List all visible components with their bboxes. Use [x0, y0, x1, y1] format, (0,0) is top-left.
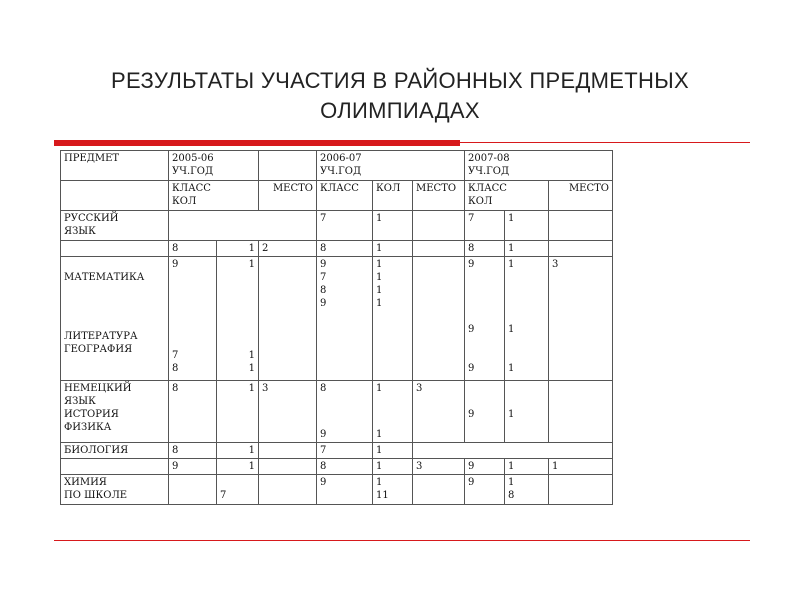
- cell: 8 9: [317, 381, 373, 443]
- cell: 1: [505, 211, 549, 241]
- cell: 8: [317, 459, 373, 475]
- header-subject-blank: [61, 181, 169, 211]
- cell: [413, 241, 465, 257]
- cell: 7: [317, 211, 373, 241]
- table-row-chemistry-total: [61, 475, 613, 505]
- cell: [61, 241, 169, 257]
- cell: 9 9 9: [465, 257, 505, 381]
- cell: 1: [549, 459, 613, 475]
- cell: [61, 459, 169, 475]
- cell: 8: [465, 241, 505, 257]
- cell: 1: [217, 241, 259, 257]
- cell: 9: [465, 459, 505, 475]
- empty-cell: [169, 211, 317, 241]
- cell: [413, 257, 465, 381]
- header-class-2: КЛАСС: [317, 181, 373, 211]
- table-row-unnamed: [61, 459, 613, 475]
- cell: [413, 211, 465, 241]
- cell: 8: [169, 381, 217, 443]
- cell: 1 1 1: [217, 257, 259, 381]
- cell: 2: [259, 241, 317, 257]
- header-year-1: 2005-06 УЧ.ГОД: [169, 151, 259, 181]
- cell: [169, 475, 217, 505]
- cell: 3: [549, 257, 613, 381]
- cell: [259, 459, 317, 475]
- cell: 1: [373, 211, 413, 241]
- cell: [413, 443, 613, 459]
- top-red-bar: [54, 140, 460, 146]
- slide-title-line-2: ОЛИМПИАДАХ: [320, 98, 480, 123]
- results-table: [60, 150, 613, 505]
- cell: 3: [413, 381, 465, 443]
- cell: 9: [317, 475, 373, 505]
- cell: [549, 475, 613, 505]
- cell: 3: [413, 459, 465, 475]
- table-row-biology: [61, 443, 613, 459]
- cell: 9 7 8 9: [317, 257, 373, 381]
- cell: 1 11: [373, 475, 413, 505]
- cell: 1 1 1: [505, 257, 549, 381]
- header-class-count-1: КЛАСС КОЛ: [169, 181, 259, 211]
- cell: 1: [373, 459, 413, 475]
- header-year-2: 2006-07 УЧ.ГОД: [317, 151, 465, 181]
- cell: [259, 443, 317, 459]
- top-red-line: [460, 142, 750, 143]
- cell: 7: [317, 443, 373, 459]
- slide-title-line-1: РЕЗУЛЬТАТЫ УЧАСТИЯ В РАЙОННЫХ ПРЕДМЕТНЫХ: [111, 68, 689, 93]
- header-place-2: МЕСТО: [413, 181, 465, 211]
- cell: 1 8: [505, 475, 549, 505]
- cell: [413, 475, 465, 505]
- header-row-columns: [61, 181, 613, 211]
- cell: 1: [217, 381, 259, 443]
- header-subject: ПРЕДМЕТ: [61, 151, 169, 181]
- cell: 1: [505, 459, 549, 475]
- header-year-1-blank: [259, 151, 317, 181]
- header-place-3: МЕСТО: [549, 181, 613, 211]
- header-class-count-3: КЛАСС КОЛ: [465, 181, 549, 211]
- cell: [549, 381, 613, 443]
- subject-biology: БИОЛОГИЯ: [61, 443, 169, 459]
- cell: 3: [259, 381, 317, 443]
- cell: 1: [373, 443, 413, 459]
- table-row-german-hist-phys: [61, 381, 613, 443]
- header-year-3: 2007-08 УЧ.ГОД: [465, 151, 613, 181]
- header-count-2: КОЛ: [373, 181, 413, 211]
- cell: 8: [317, 241, 373, 257]
- cell: 7: [465, 211, 505, 241]
- table-row-russian-2: [61, 241, 613, 257]
- cell: 9: [465, 475, 505, 505]
- subject-russian: РУССКИЙ ЯЗЫК: [61, 211, 169, 241]
- cell: 9: [465, 381, 505, 443]
- bottom-red-line: [54, 540, 750, 541]
- results-table-container: [60, 150, 612, 505]
- cell: 8: [169, 241, 217, 257]
- header-place-1: МЕСТО: [259, 181, 317, 211]
- slide-title: [40, 66, 760, 126]
- subject-chemistry-total: ХИМИЯ ПО ШКОЛЕ: [61, 475, 169, 505]
- subject-german-hist-phys: НЕМЕЦКИЙ ЯЗЫК ИСТОРИЯ ФИЗИКА: [61, 381, 169, 443]
- cell: 1: [373, 241, 413, 257]
- cell: [259, 475, 317, 505]
- cell: 1: [217, 443, 259, 459]
- cell: 1: [505, 241, 549, 257]
- cell: 7: [217, 475, 259, 505]
- cell: [549, 241, 613, 257]
- table-row-math-lit-geo: [61, 257, 613, 381]
- cell: [549, 211, 613, 241]
- cell: 1: [505, 381, 549, 443]
- table-row-russian: [61, 211, 613, 241]
- cell: 1 1: [373, 381, 413, 443]
- cell: 1: [217, 459, 259, 475]
- header-row-years: [61, 151, 613, 181]
- cell: 1 1 1 1: [373, 257, 413, 381]
- subject-math-lit-geo: МАТЕМАТИКА ЛИТЕРАТУРА ГЕОГРАФИЯ: [61, 257, 169, 381]
- cell: 8: [169, 443, 217, 459]
- cell: 9 7 8: [169, 257, 217, 381]
- cell: [259, 257, 317, 381]
- cell: 9: [169, 459, 217, 475]
